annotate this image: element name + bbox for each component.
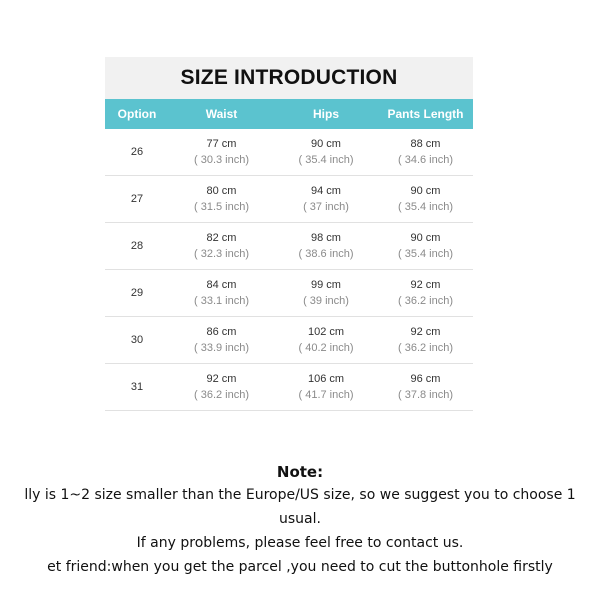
length-cell bbox=[378, 278, 473, 309]
table-title: SIZE INTRODUCTION bbox=[105, 57, 473, 99]
waist-cm: 84 cm bbox=[206, 278, 237, 291]
note-line-buttonhole: et friend:when you get the parcel ,you need to cut the buttonhole firstly bbox=[47, 559, 553, 575]
note-section bbox=[0, 461, 600, 579]
table-row bbox=[105, 364, 473, 411]
length-cell bbox=[378, 325, 473, 356]
hips-inch: ( 37 inch) bbox=[303, 200, 349, 213]
hips-inch: ( 41.7 inch) bbox=[298, 388, 354, 401]
hips-inch: ( 40.2 inch) bbox=[298, 341, 354, 354]
length-cm: 92 cm bbox=[410, 278, 441, 291]
waist-inch: ( 30.3 inch) bbox=[193, 153, 250, 166]
note-line-usual: usual. bbox=[279, 511, 321, 527]
hips-cell bbox=[274, 184, 378, 215]
length-cm: 90 cm bbox=[410, 184, 441, 197]
waist-inch: ( 33.9 inch) bbox=[193, 341, 250, 354]
waist-cm: 82 cm bbox=[206, 231, 237, 244]
waist-cm: 92 cm bbox=[206, 372, 237, 385]
size-table bbox=[105, 57, 473, 411]
table-body bbox=[105, 129, 473, 411]
hips-cell bbox=[274, 231, 378, 262]
waist-inch: ( 31.5 inch) bbox=[193, 200, 250, 213]
option-cell: 26 bbox=[130, 146, 144, 158]
hips-cell bbox=[274, 137, 378, 168]
option-cell: 30 bbox=[130, 334, 144, 346]
length-cell bbox=[378, 231, 473, 262]
hips-cm: 94 cm bbox=[311, 184, 341, 197]
table-row bbox=[105, 129, 473, 176]
table-row bbox=[105, 270, 473, 317]
table-row bbox=[105, 223, 473, 270]
waist-cm: 77 cm bbox=[206, 137, 237, 150]
hips-inch: ( 39 inch) bbox=[303, 294, 349, 307]
waist-cell bbox=[169, 372, 274, 403]
note-title: Note: bbox=[276, 463, 324, 481]
option-cell: 29 bbox=[130, 287, 144, 299]
waist-cm: 80 cm bbox=[206, 184, 237, 197]
hips-cm: 99 cm bbox=[311, 278, 341, 291]
length-cm: 88 cm bbox=[410, 137, 441, 150]
waist-inch: ( 36.2 inch) bbox=[193, 388, 250, 401]
waist-cell bbox=[169, 278, 274, 309]
length-cm: 96 cm bbox=[410, 372, 441, 385]
table-row bbox=[105, 176, 473, 223]
hips-cm: 102 cm bbox=[307, 325, 345, 338]
length-cm: 90 cm bbox=[410, 231, 441, 244]
waist-cell bbox=[169, 137, 274, 168]
length-cell bbox=[378, 372, 473, 403]
length-cell bbox=[378, 137, 473, 168]
hips-cm: 106 cm bbox=[307, 372, 345, 385]
length-inch: ( 36.2 inch) bbox=[397, 341, 454, 354]
hips-cm: 98 cm bbox=[311, 231, 341, 244]
header-hips: Hips bbox=[312, 107, 339, 121]
length-inch: ( 34.6 inch) bbox=[397, 153, 454, 166]
length-inch: ( 37.8 inch) bbox=[397, 388, 454, 401]
hips-cell bbox=[274, 372, 378, 403]
table-header-row bbox=[105, 99, 473, 129]
length-cell bbox=[378, 184, 473, 215]
note-line-size-advice: lly is 1~2 size smaller than the Europe/US size, so we suggest you to choose 1 bbox=[24, 487, 576, 503]
option-cell: 27 bbox=[130, 193, 144, 205]
length-inch: ( 35.4 inch) bbox=[397, 200, 454, 213]
option-cell: 28 bbox=[130, 240, 144, 252]
length-inch: ( 36.2 inch) bbox=[397, 294, 454, 307]
waist-cm: 86 cm bbox=[206, 325, 237, 338]
waist-inch: ( 33.1 inch) bbox=[193, 294, 250, 307]
table-row bbox=[105, 317, 473, 364]
header-pants-length: Pants Length bbox=[387, 107, 464, 121]
option-cell: 31 bbox=[130, 381, 144, 393]
waist-cell bbox=[169, 184, 274, 215]
hips-cell bbox=[274, 278, 378, 309]
note-line-contact: If any problems, please feel free to contact us. bbox=[136, 535, 464, 551]
header-option: Option bbox=[117, 107, 157, 121]
hips-cm: 90 cm bbox=[311, 137, 341, 150]
waist-inch: ( 32.3 inch) bbox=[193, 247, 250, 260]
length-cm: 92 cm bbox=[410, 325, 441, 338]
hips-inch: ( 38.6 inch) bbox=[298, 247, 354, 260]
hips-inch: ( 35.4 inch) bbox=[298, 153, 354, 166]
hips-cell bbox=[274, 325, 378, 356]
length-inch: ( 35.4 inch) bbox=[397, 247, 454, 260]
header-waist: Waist bbox=[205, 107, 238, 121]
waist-cell bbox=[169, 325, 274, 356]
waist-cell bbox=[169, 231, 274, 262]
